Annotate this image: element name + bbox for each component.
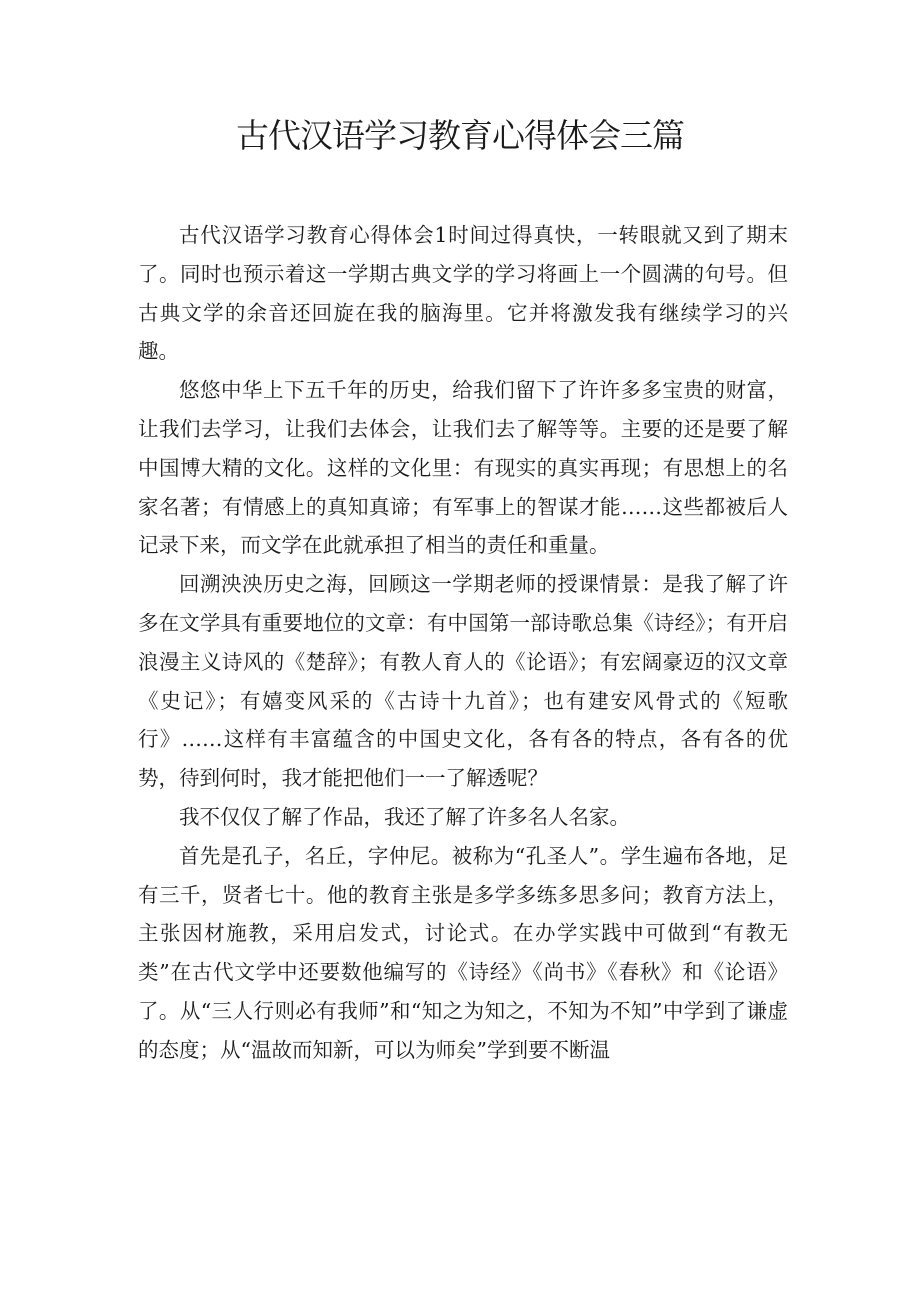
document-body bbox=[138, 216, 788, 1070]
paragraph-4: 我不仅仅了解了作品，我还了解了许多名人名家。 bbox=[179, 804, 630, 829]
paragraph-5: 首先是孔子，名丘，字仲尼。被称为“孔圣人”。学生遍布各地，足有三千，贤者七十。他的教育主张是多学多练多思多问；教育方法上，主张因材施教，采用启发式，讨论式。在办学实践中可做到“有教无类”在古代文学中还要数他编写的《诗经》《尚书》《春秋》和《论语》了。从“三人行则必有我师”和“知之为知之，不知为不知”中学到了谦虚的态度；从“温故而知新，可以为师矣”学到要不断温 bbox=[138, 843, 788, 1062]
paragraph-3: 回溯泱泱历史之海，回顾这一学期老师的授课情景：是我了解了许多在文学具有重要地位的文章：有中国第一部诗歌总集《诗经》；有开启浪漫主义诗风的《楚辞》；有教人育人的《论语》；有宏阔豪迈的汉文章《史记》；有嬉变风采的《古诗十九首》；也有建安风骨式的《短歌行》……这样有丰富蕴含的中国史文化，各有各的特点，各有各的优势，待到何时，我才能把他们一一了解透呢？ bbox=[138, 572, 788, 791]
paragraph-1: 古代汉语学习教育心得体会1时间过得真快，一转眼就又到了期末了。同时也预示着这一学期古典文学的学习将画上一个圆满的句号。但古典文学的余音还回旋在我的脑海里。它并将激发我有继续学习的兴趣。 bbox=[138, 223, 788, 364]
document-title: 古代汉语学习教育心得体会三篇 bbox=[236, 116, 684, 155]
paragraph-2: 悠悠中华上下五千年的历史，给我们留下了许许多多宝贵的财富，让我们去学习，让我们去体会，让我们去了解等等。主要的还是要了解中国博大精的文化。这样的文化里：有现实的真实再现；有思想上的名家名著；有情感上的真知真谛；有军事上的智谋才能……这些都被后人记录下来，而文学在此就承担了相当的责任和重量。 bbox=[138, 378, 788, 558]
